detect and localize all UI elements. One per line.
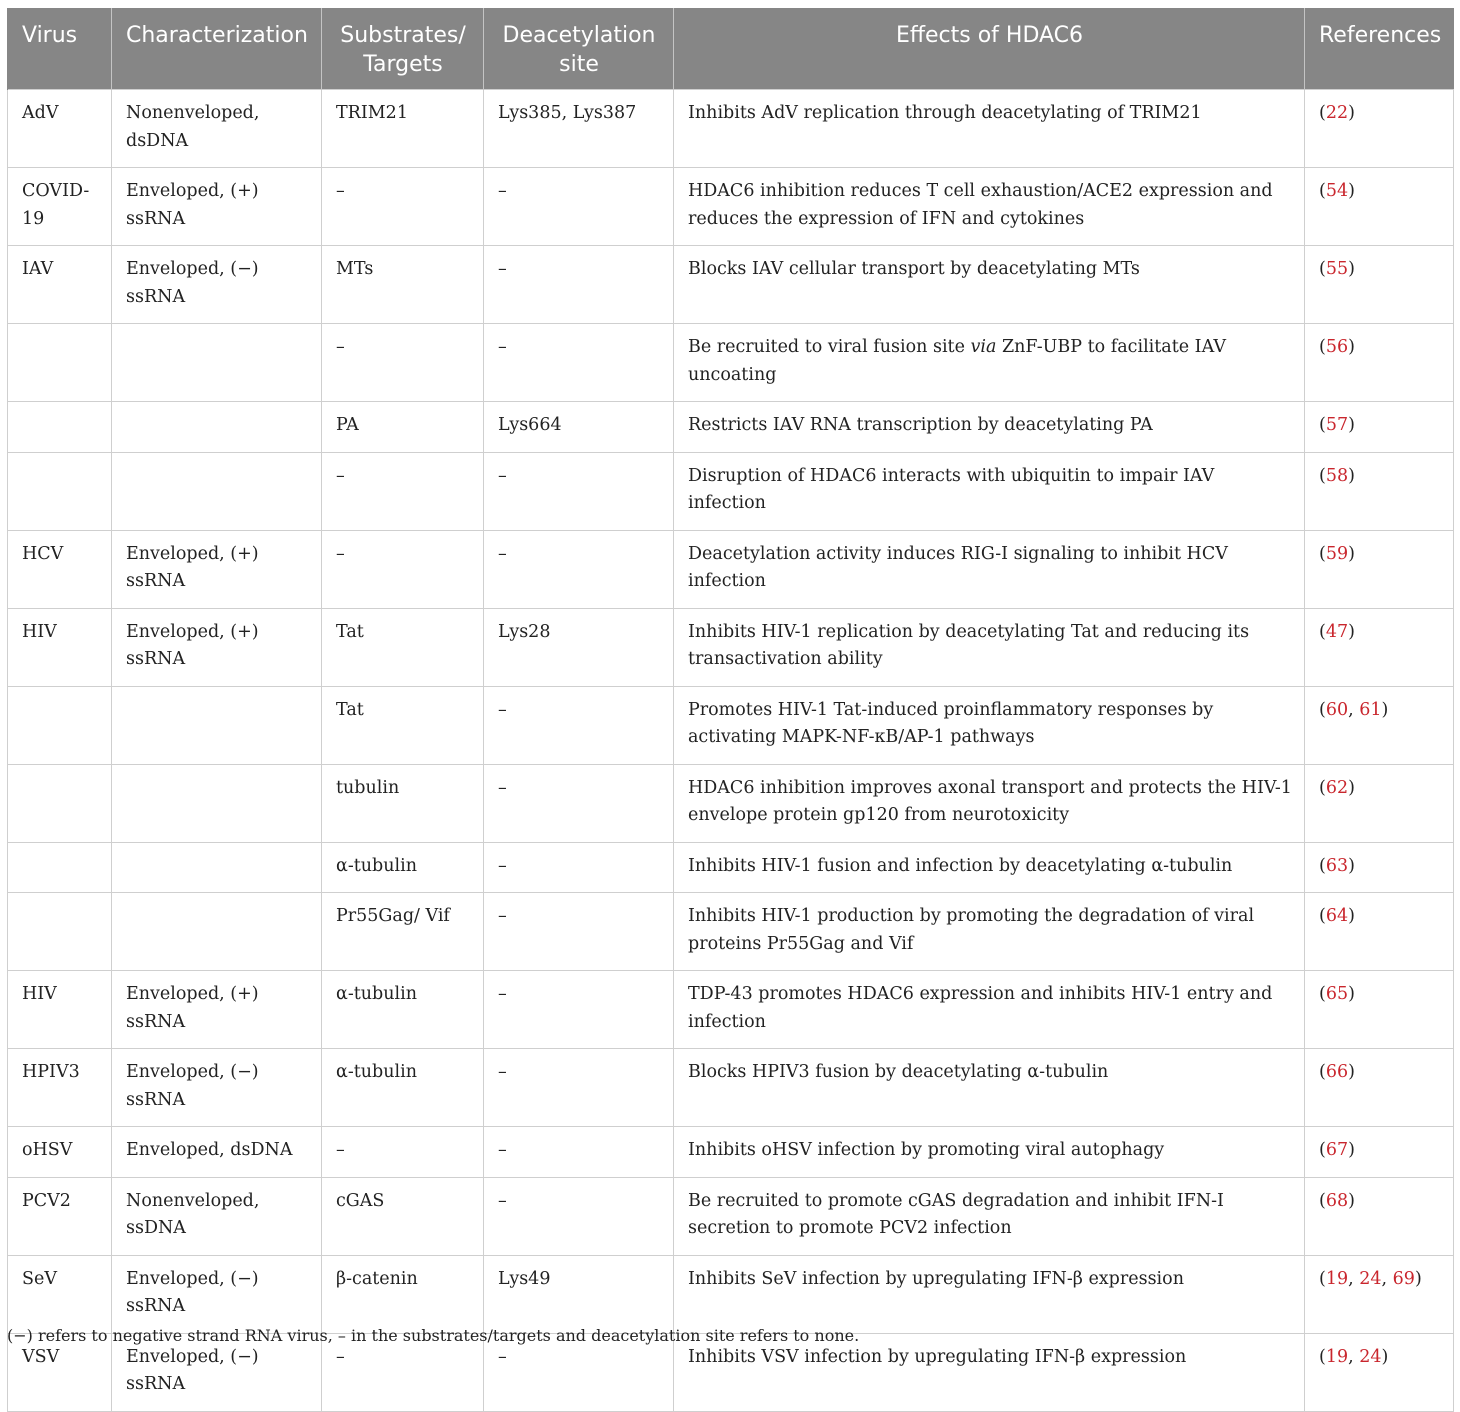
- reference-link[interactable]: 58: [1325, 465, 1349, 486]
- table-row: [8, 530, 1454, 608]
- reference-link[interactable]: 54: [1325, 181, 1349, 201]
- substrate-cell: –: [322, 1127, 484, 1178]
- substrate-cell: Tat: [322, 608, 484, 686]
- characterization-cell: Enveloped, dsDNA: [112, 1127, 322, 1178]
- table-row: [8, 971, 1454, 1049]
- table-row: [8, 90, 1454, 168]
- table-row: [8, 842, 1454, 893]
- table-row: [8, 168, 1454, 246]
- deacetylation-site-cell: –: [484, 842, 674, 893]
- table-row: [8, 246, 1454, 324]
- virus-cell: AdV: [8, 90, 112, 168]
- effect-cell: Inhibits HIV-1 production by promoting the degradation of viral proteins Pr55Gag and Vif: [674, 893, 1305, 971]
- reference-link[interactable]: 24: [1359, 1346, 1382, 1367]
- reference-link[interactable]: 55: [1325, 259, 1349, 279]
- references-cell: (57): [1305, 402, 1454, 453]
- header-effects: Effects of HDAC6: [674, 8, 1305, 90]
- table-row: [8, 686, 1454, 764]
- reference-link[interactable]: 22: [1325, 103, 1349, 123]
- references-cell: (47): [1305, 608, 1454, 686]
- table-row: [8, 402, 1454, 453]
- characterization-cell: [112, 452, 322, 530]
- characterization-cell: Enveloped, (+) ssRNA: [112, 530, 322, 608]
- reference-link[interactable]: 19: [1325, 1346, 1349, 1367]
- deacetylation-site-cell: Lys28: [484, 608, 674, 686]
- references-cell: (60, 61): [1305, 686, 1454, 764]
- effect-cell: Promotes HIV-1 Tat-induced proinflammatory responses by activating MAPK-NF-κB/AP-1 pathways: [674, 686, 1305, 764]
- substrate-cell: Tat: [322, 686, 484, 764]
- deacetylation-site-cell: –: [484, 1049, 674, 1127]
- header-row: [8, 8, 1454, 90]
- references-cell: (19, 24): [1305, 1333, 1454, 1411]
- hdac6-virus-table: [7, 8, 1454, 1412]
- header-references: References: [1305, 8, 1454, 90]
- effect-italic-text: via: [970, 337, 997, 357]
- deacetylation-site-cell: –: [484, 530, 674, 608]
- deacetylation-site-cell: –: [484, 1333, 674, 1411]
- substrate-cell: –: [322, 530, 484, 608]
- reference-link[interactable]: 19: [1325, 1268, 1349, 1289]
- reference-link[interactable]: 64: [1325, 906, 1349, 926]
- reference-link[interactable]: 47: [1325, 621, 1349, 642]
- effect-cell: Be recruited to promote cGAS degradation and inhibit IFN-I secretion to promote PCV2 infection: [674, 1177, 1305, 1255]
- reference-link[interactable]: 65: [1325, 984, 1349, 1004]
- characterization-cell: Enveloped, (+) ssRNA: [112, 608, 322, 686]
- deacetylation-site-cell: Lys385, Lys387: [484, 90, 674, 168]
- virus-cell: HIV: [8, 971, 112, 1049]
- table-footnote: (−) refers to negative strand RNA virus, – in the substrates/targets and deacetylation site refers to none.: [7, 1326, 860, 1345]
- references-cell: (59): [1305, 530, 1454, 608]
- characterization-cell: [112, 764, 322, 842]
- characterization-cell: [112, 402, 322, 453]
- substrate-cell: TRIM21: [322, 90, 484, 168]
- substrate-cell: PA: [322, 402, 484, 453]
- references-cell: (65): [1305, 971, 1454, 1049]
- reference-link[interactable]: 62: [1325, 777, 1349, 798]
- reference-link[interactable]: 57: [1325, 415, 1349, 435]
- effect-cell: Restricts IAV RNA transcription by deacetylating PA: [674, 402, 1305, 453]
- references-cell: (67): [1305, 1127, 1454, 1178]
- reference-link[interactable]: 63: [1325, 855, 1349, 876]
- references-cell: (54): [1305, 168, 1454, 246]
- reference-link[interactable]: 60: [1325, 699, 1349, 720]
- table-row: [8, 1255, 1454, 1333]
- effect-cell: Inhibits oHSV infection by promoting viral autophagy: [674, 1127, 1305, 1178]
- table-row: [8, 1127, 1454, 1178]
- reference-link[interactable]: 68: [1325, 1190, 1349, 1211]
- substrate-cell: α-tubulin: [322, 842, 484, 893]
- effect-cell: Inhibits HIV-1 replication by deacetylating Tat and reducing its transactivation ability: [674, 608, 1305, 686]
- characterization-cell: [112, 686, 322, 764]
- effect-cell: Inhibits HIV-1 fusion and infection by deacetylating α-tubulin: [674, 842, 1305, 893]
- table-row: [8, 1049, 1454, 1127]
- substrate-cell: α-tubulin: [322, 1049, 484, 1127]
- reference-link[interactable]: 61: [1359, 699, 1382, 720]
- deacetylation-site-cell: –: [484, 452, 674, 530]
- deacetylation-site-cell: –: [484, 1177, 674, 1255]
- deacetylation-site-cell: –: [484, 246, 674, 324]
- effect-cell: Blocks HPIV3 fusion by deacetylating α-tubulin: [674, 1049, 1305, 1127]
- characterization-cell: [112, 324, 322, 402]
- deacetylation-site-cell: –: [484, 971, 674, 1049]
- deacetylation-site-cell: –: [484, 893, 674, 971]
- effect-cell: Disruption of HDAC6 interacts with ubiquitin to impair IAV infection: [674, 452, 1305, 530]
- virus-cell: SeV: [8, 1255, 112, 1333]
- deacetylation-site-cell: Lys49: [484, 1255, 674, 1333]
- virus-cell: [8, 842, 112, 893]
- effect-cell: [674, 324, 1305, 402]
- substrate-cell: –: [322, 452, 484, 530]
- characterization-cell: Enveloped, (−) ssRNA: [112, 246, 322, 324]
- virus-cell: [8, 893, 112, 971]
- effect-cell: HDAC6 inhibition reduces T cell exhaustion/ACE2 expression and reduces the expression of IFN and cytokines: [674, 168, 1305, 246]
- virus-cell: VSV: [8, 1333, 112, 1411]
- table-wrapper: [7, 8, 1453, 1412]
- virus-cell: oHSV: [8, 1127, 112, 1178]
- header-deacetylation-site: Deacetylation site: [484, 8, 674, 90]
- substrate-cell: β-catenin: [322, 1255, 484, 1333]
- references-cell: (64): [1305, 893, 1454, 971]
- effect-cell: Inhibits VSV infection by upregulating IFN-β expression: [674, 1333, 1305, 1411]
- table-row: [8, 452, 1454, 530]
- deacetylation-site-cell: –: [484, 686, 674, 764]
- substrate-cell: cGAS: [322, 1177, 484, 1255]
- characterization-cell: Enveloped, (+) ssRNA: [112, 971, 322, 1049]
- effect-text: ZnF-UBP to facilitate IAV uncoating: [688, 337, 1226, 385]
- header-virus: Virus: [8, 8, 112, 90]
- references-cell: (22): [1305, 90, 1454, 168]
- table-row: [8, 764, 1454, 842]
- virus-cell: IAV: [8, 246, 112, 324]
- substrate-cell: –: [322, 1333, 484, 1411]
- characterization-cell: Enveloped, (−) ssRNA: [112, 1049, 322, 1127]
- reference-link[interactable]: 56: [1325, 337, 1349, 357]
- table-row: [8, 893, 1454, 971]
- references-cell: (55): [1305, 246, 1454, 324]
- reference-link[interactable]: 59: [1325, 543, 1349, 564]
- deacetylation-site-cell: Lys664: [484, 402, 674, 453]
- deacetylation-site-cell: –: [484, 764, 674, 842]
- table-body: [8, 90, 1454, 1412]
- references-cell: (63): [1305, 842, 1454, 893]
- references-cell: (19, 24, 69): [1305, 1255, 1454, 1333]
- references-cell: (58): [1305, 452, 1454, 530]
- references-cell: (68): [1305, 1177, 1454, 1255]
- reference-link[interactable]: 67: [1325, 1140, 1349, 1160]
- effect-cell: Inhibits SeV infection by upregulating IFN-β expression: [674, 1255, 1305, 1333]
- substrate-cell: α-tubulin: [322, 971, 484, 1049]
- header-characterization: Characterization: [112, 8, 322, 90]
- reference-link[interactable]: 24: [1359, 1268, 1382, 1289]
- effect-text: Be recruited to viral fusion site: [688, 337, 971, 357]
- characterization-cell: Nonenveloped, ssDNA: [112, 1177, 322, 1255]
- virus-cell: [8, 764, 112, 842]
- virus-cell: [8, 452, 112, 530]
- virus-cell: [8, 686, 112, 764]
- substrate-cell: Pr55Gag/ Vif: [322, 893, 484, 971]
- deacetylation-site-cell: –: [484, 168, 674, 246]
- virus-cell: HIV: [8, 608, 112, 686]
- virus-cell: PCV2: [8, 1177, 112, 1255]
- reference-link[interactable]: 69: [1392, 1268, 1415, 1289]
- header-substrates-targets: Substrates/ Targets: [322, 8, 484, 90]
- characterization-cell: Enveloped, (−) ssRNA: [112, 1255, 322, 1333]
- characterization-cell: [112, 842, 322, 893]
- characterization-cell: Enveloped, (−) ssRNA: [112, 1333, 322, 1411]
- substrate-cell: tubulin: [322, 764, 484, 842]
- references-cell: (56): [1305, 324, 1454, 402]
- references-cell: (62): [1305, 764, 1454, 842]
- substrate-cell: MTs: [322, 246, 484, 324]
- virus-cell: COVID-19: [8, 168, 112, 246]
- deacetylation-site-cell: –: [484, 1127, 674, 1178]
- virus-cell: HCV: [8, 530, 112, 608]
- table-row: [8, 608, 1454, 686]
- substrate-cell: –: [322, 324, 484, 402]
- virus-cell: HPIV3: [8, 1049, 112, 1127]
- effect-cell: TDP-43 promotes HDAC6 expression and inhibits HIV-1 entry and infection: [674, 971, 1305, 1049]
- effect-cell: HDAC6 inhibition improves axonal transport and protects the HIV-1 envelope protein gp120 from neurotoxicity: [674, 764, 1305, 842]
- table-row: [8, 1177, 1454, 1255]
- virus-cell: [8, 324, 112, 402]
- table-row: [8, 324, 1454, 402]
- references-cell: (66): [1305, 1049, 1454, 1127]
- virus-cell: [8, 402, 112, 453]
- reference-link[interactable]: 66: [1325, 1062, 1349, 1082]
- deacetylation-site-cell: –: [484, 324, 674, 402]
- substrate-cell: –: [322, 168, 484, 246]
- characterization-cell: [112, 893, 322, 971]
- effect-cell: Deacetylation activity induces RIG-I signaling to inhibit HCV infection: [674, 530, 1305, 608]
- characterization-cell: Enveloped, (+) ssRNA: [112, 168, 322, 246]
- effect-cell: Blocks IAV cellular transport by deacetylating MTs: [674, 246, 1305, 324]
- characterization-cell: Nonenveloped, dsDNA: [112, 90, 322, 168]
- effect-cell: Inhibits AdV replication through deacetylating of TRIM21: [674, 90, 1305, 168]
